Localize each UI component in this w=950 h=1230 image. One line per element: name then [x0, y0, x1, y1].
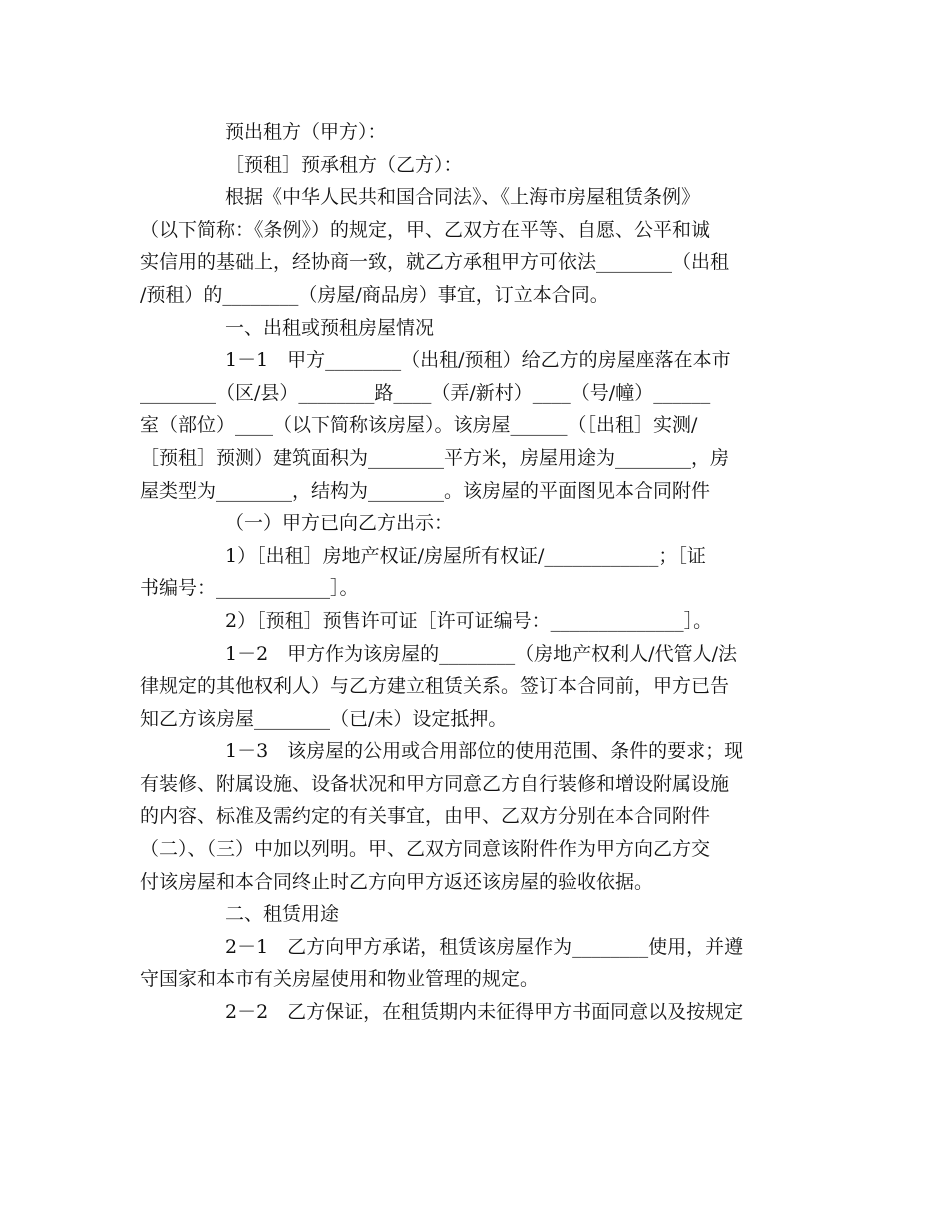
- clause-2-2-line: 2－2 乙方保证，在租赁期内未征得甲方书面同意以及按规定: [225, 1001, 744, 1024]
- clause-1-1-line: ________（区/县）________路____（弄/新村）____（号/幢）______: [140, 381, 711, 404]
- clause-1-3-line: 有装修、附属设施、设备状况和甲方同意乙方自行装修和增设附属设施: [140, 772, 730, 795]
- contract-page: [140, 116, 820, 1029]
- sub-item-1: 1）［出租］房地产权证/房屋所有权证/____________；［证: [225, 544, 706, 567]
- clause-1-2-line: 1－2 甲方作为该房屋的________（房地产权利人/代管人/法: [225, 642, 737, 665]
- sub-item-heading: （一）甲方已向乙方出示：: [225, 512, 454, 535]
- clause-2-1-line: 2－1 乙方向甲方承诺，租赁该房屋作为________使用，并遵: [225, 935, 744, 958]
- clause-1-3-line: （二）、（三）中加以列明。甲、乙双方同意该附件作为甲方向乙方交: [140, 838, 711, 861]
- sub-item-2: 2）［预租］预售许可证［许可证编号：______________］。: [225, 609, 713, 632]
- clause-1-1-line: 1－1 甲方________（出租/预租）给乙方的房屋座落在本市: [225, 349, 731, 372]
- clause-2-1-line: 守国家和本市有关房屋使用和物业管理的规定。: [140, 968, 540, 991]
- paragraph-line: （以下简称：《条例》）的规定，甲、乙双方在平等、自愿、公平和诚: [140, 218, 711, 241]
- clause-1-3-line: 1－3 该房屋的公用或合用部位的使用范围、条件的要求；现: [225, 740, 744, 763]
- sub-item-1: 书编号：____________］。: [140, 577, 359, 600]
- clause-1-3-line: 的内容、标准及需约定的有关事宜，由甲、乙双方分别在本合同附件: [140, 805, 711, 828]
- clause-1-1-line: 室（部位）____（以下简称该房屋）。该房屋______（［出租］实测/: [140, 414, 698, 437]
- section-heading-2: 二、租赁用途: [225, 903, 340, 926]
- clause-1-1-line: 屋类型为________，结构为________。该房屋的平面图见本合同附件: [140, 479, 711, 502]
- clause-1-1-line: ［预租］预测）建筑面积为________平方米，房屋用途为________，房: [140, 446, 730, 469]
- paragraph-line: 实信用的基础上，经协商一致，就乙方承租甲方可依法________（出租: [140, 251, 730, 274]
- party-a-label: 预出租方（甲方）：: [225, 121, 387, 143]
- section-heading-1: 一、出租或预租房屋情况: [225, 316, 435, 339]
- party-b-label: ［预租］预承租方（乙方）：: [225, 153, 463, 176]
- clause-1-2-line: 律规定的其他权利人）与乙方建立租赁关系。签订本合同前，甲方已告: [140, 675, 730, 698]
- clause-1-3-line: 付该房屋和本合同终止时乙方向甲方返还该房屋的验收依据。: [140, 870, 654, 893]
- clause-1-2-line: 知乙方该房屋________（已/未）设定抵押。: [140, 707, 508, 730]
- paragraph-line: 根据《中华人民共和国合同法》、《上海市房屋租赁条例》: [225, 186, 701, 209]
- paragraph-line: /预租）的________（房屋/商品房）事宜，订立本合同。: [140, 283, 609, 306]
